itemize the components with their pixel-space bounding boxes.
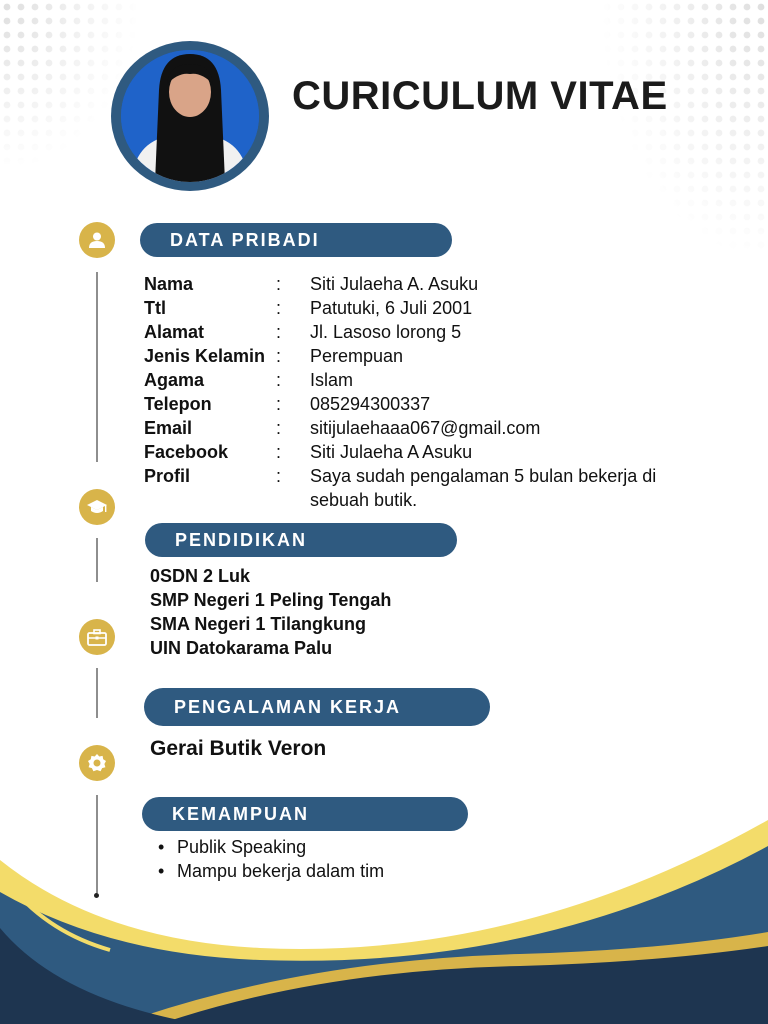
section-header-skills: KEMAMPUAN [142, 797, 468, 831]
separator: : [276, 418, 282, 438]
page-title: CURICULUM VITAE [292, 74, 668, 118]
field-label: Profil [144, 466, 191, 486]
field-value: 085294300337 [310, 394, 431, 414]
field-value: Perempuan [310, 346, 404, 366]
graduation-cap-icon [79, 489, 115, 525]
field-value: Islam [310, 370, 354, 390]
separator: : [276, 346, 282, 366]
separator: : [276, 298, 282, 318]
skill-badge-icon [79, 745, 115, 781]
field-label: Alamat [144, 322, 205, 342]
field-value: Patutuki, 6 Juli 2001 [310, 298, 473, 318]
field-label: Facebook [144, 442, 229, 462]
section-header-personal: DATA PRIBADI [140, 223, 452, 257]
briefcase-icon [79, 619, 115, 655]
education-item: SMA Negeri 1 Tilangkung [150, 614, 367, 634]
separator: : [276, 466, 282, 486]
field-value: Siti Julaeha A. Asuku [310, 274, 479, 294]
user-icon [79, 222, 115, 258]
field-label: Jenis Kelamin [144, 346, 266, 366]
field-value: Jl. Lasoso lorong 5 [310, 322, 462, 342]
field-label: Nama [144, 274, 194, 294]
separator: : [276, 274, 282, 294]
field-label: Email [144, 418, 193, 438]
education-item: 0SDN 2 Luk [150, 566, 251, 586]
decorative-waves [0, 820, 768, 1024]
separator: : [276, 442, 282, 462]
dot-pattern-top-right [600, 0, 768, 260]
timeline-line [96, 272, 98, 462]
timeline-line [96, 668, 98, 718]
separator: : [276, 322, 282, 342]
timeline-line [96, 538, 98, 582]
profile-photo [121, 50, 259, 182]
section-header-work: PENGALAMAN KERJA [144, 688, 490, 726]
separator: : [276, 394, 282, 414]
field-label: Agama [144, 370, 205, 390]
education-item: SMP Negeri 1 Peling Tengah [150, 590, 392, 610]
field-label: Telepon [144, 394, 212, 414]
field-value: Siti Julaeha A Asuku [310, 442, 473, 462]
work-item: Gerai Butik Veron [150, 737, 327, 760]
field-value: Saya sudah pengalaman 5 bulan bekerja di sebuah butik. [310, 466, 657, 510]
field-label: Ttl [144, 298, 166, 318]
field-value: sitijulaehaaa067@gmail.com [310, 418, 541, 438]
section-header-education: PENDIDIKAN [145, 523, 457, 557]
separator: : [276, 370, 282, 390]
education-item: UIN Datokarama Palu [150, 638, 333, 658]
